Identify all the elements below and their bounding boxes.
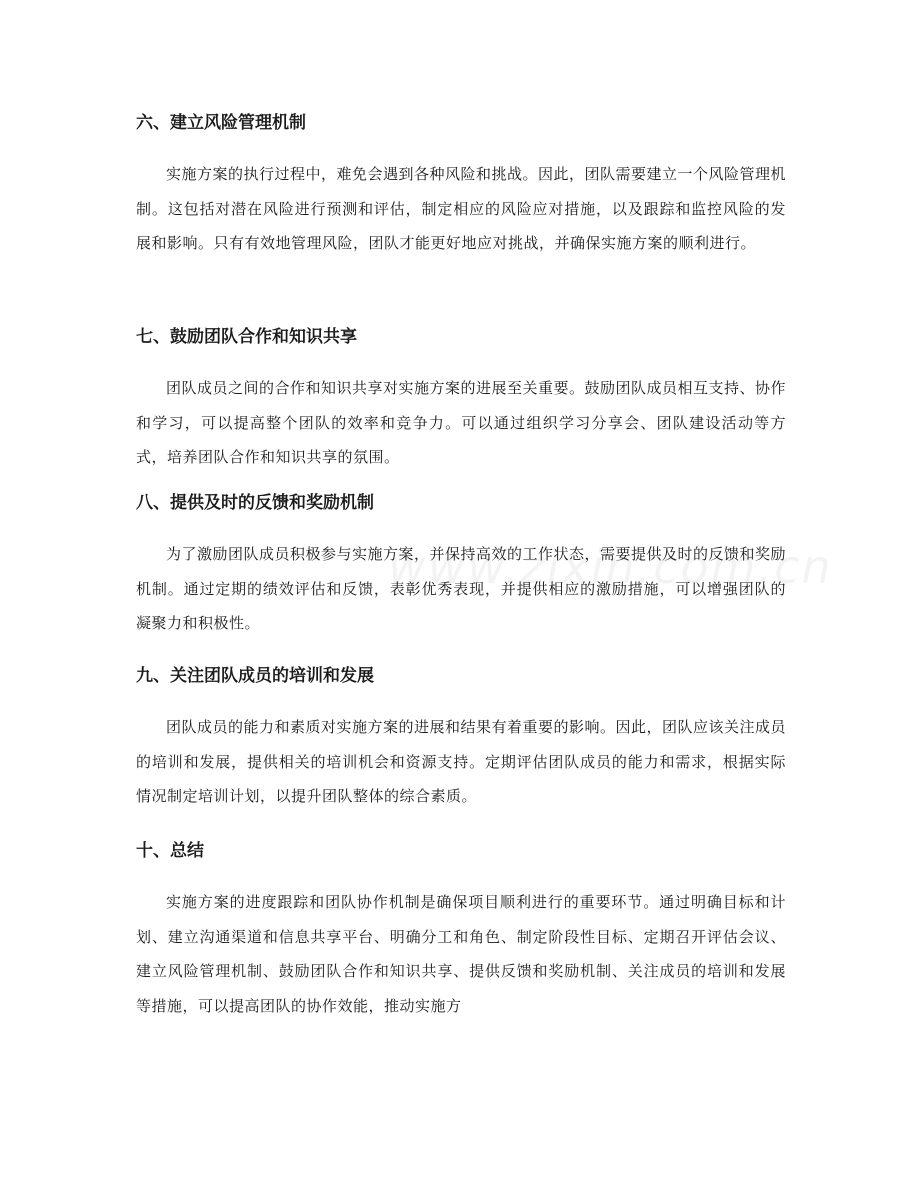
section-heading: 七、鼓励团队合作和知识共享 xyxy=(136,327,357,347)
section-paragraph: 团队成员的能力和素质对实施方案的进展和结果有着重要的影响。因此，团队应该关注成员的培训和发展，提供相关的培训机会和资源支持。定期评估团队成员的能力和需求，根据实际情况制定培训计划，以提升团队整体的综合素质。 xyxy=(136,718,787,805)
section-feedback-rewards xyxy=(136,491,786,641)
section-heading: 八、提供及时的反馈和奖励机制 xyxy=(136,493,374,513)
section-paragraph: 实施方案的执行过程中，难免会遇到各种风险和挑战。因此，团队需要建立一个风险管理机制。这包括对潜在风险进行预测和评估，制定相应的风险应对措施，以及跟踪和监控风险的发展和影响。只有有效地管理风险，团队才能更好地应对挑战，并确保实施方案的顺利进行。 xyxy=(136,165,787,252)
section-paragraph: 团队成员之间的合作和知识共享对实施方案的进展至关重要。鼓励团队成员相互支持、协作和学习，可以提高整个团队的效率和竞争力。可以通过组织学习分享会、团队建设活动等方式，培养团队合作和知识共享的氛围。 xyxy=(136,379,787,466)
section-paragraph: 为了激励团队成员积极参与实施方案，并保持高效的工作状态，需要提供及时的反馈和奖励机制。通过定期的绩效评估和反馈，表彰优秀表现，并提供相应的激励措施，可以增强团队的凝聚力和积极性。 xyxy=(136,545,787,632)
section-risk-management xyxy=(136,111,786,261)
section-training-development xyxy=(136,664,786,814)
section-heading: 六、建立风险管理机制 xyxy=(136,113,306,133)
section-team-collaboration xyxy=(136,325,786,475)
section-summary xyxy=(136,839,786,1023)
section-heading: 十、总结 xyxy=(136,841,204,861)
section-paragraph: 实施方案的进度跟踪和团队协作机制是确保项目顺利进行的重要环节。通过明确目标和计划、建立沟通渠道和信息共享平台、明确分工和角色、制定阶段性目标、定期召开评估会议、建立风险管理机制、鼓励团队合作和知识共享、提供反馈和奖励机制、关注成员的培训和发展等措施，可以提高团队的协作效能，推动实施方 xyxy=(136,893,786,1015)
section-heading: 九、关注团队成员的培训和发展 xyxy=(136,666,374,686)
